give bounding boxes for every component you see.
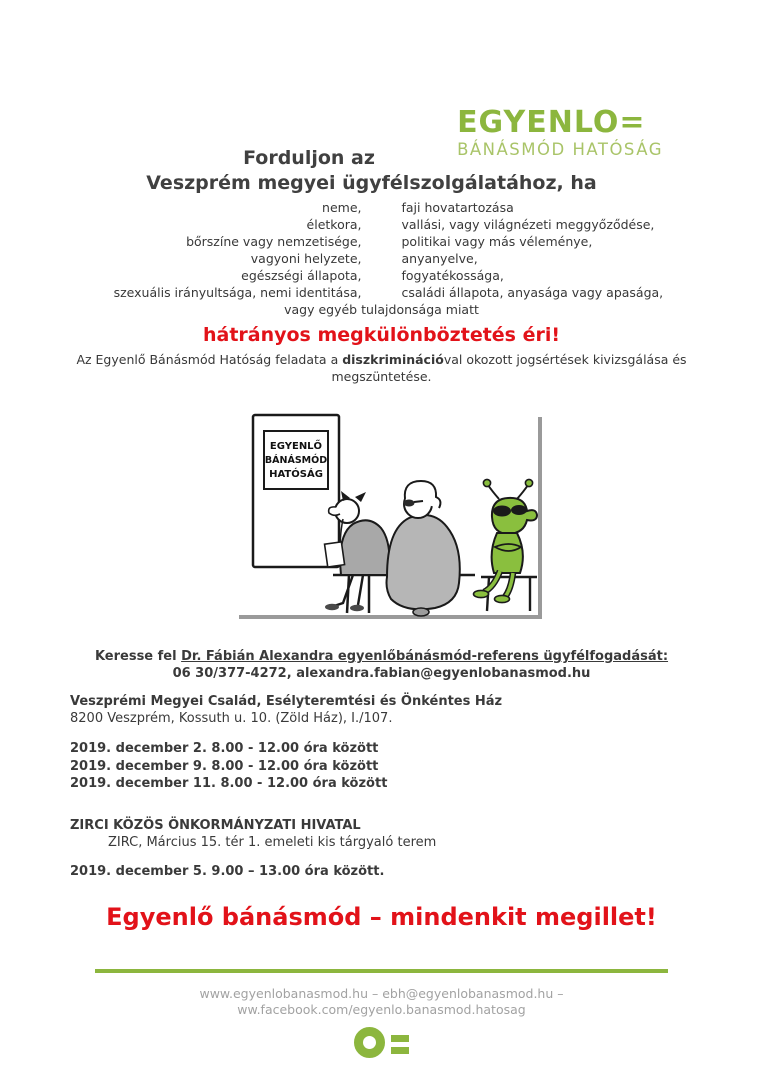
date-item: 2019. december 2. 8.00 - 12.00 óra között [70,741,379,756]
contact-intro [0,648,763,665]
ground-left: szexuális irányultsága, nemi identitása, [113,285,362,300]
ground-right: faji hovatartozása [401,200,514,215]
slogan: Egyenlő bánásmód – mindenkit megillet! [106,903,657,931]
page-title-line1: Forduljon az [243,147,375,169]
page-title-line2: Veszprém megyei ügyfélszolgálatához, ha [146,172,597,194]
brand-logo-wordmark: EGYENLO= [457,105,646,140]
ground-right: vallási, vagy világnézeti meggyőződése, [401,217,655,232]
footer-logo-o-ring-icon [354,1027,385,1058]
grounds-closing-line: vagy egyéb tulajdonsága miatt [284,302,479,317]
elderly-woman-1 [324,491,389,611]
venue-zirc-address: ZIRC, Március 15. tér 1. emeleti kis tárgyaló terem [108,834,437,850]
discrimination-grounds-grid [0,199,763,301]
ground-right: politikai vagy más véleménye, [401,234,593,249]
zirc-date: 2019. december 5. 9.00 – 13.00 óra között. [70,864,385,879]
ground-right: családi állapota, anyasága vagy apasága, [401,285,664,300]
footer-links-line1: www.egyenlobanasmod.hu – ebh@egyenlobanasmod.hu – [199,986,564,1001]
venue-veszprem-address: 8200 Veszprém, Kossuth u. 10. (Zöld Ház), I./107. [70,710,393,726]
footer-links-line2: ww.facebook.com/egyenlo.banasmod.hatosag [237,1002,526,1017]
footer-divider [95,969,668,973]
date-item: 2019. december 11. 8.00 - 12.00 óra között [70,776,388,791]
footer-logo [0,1027,763,1058]
door-sign-line3: HATÓSÁG [268,469,323,480]
mission-keyword: diszkrimináció [342,352,444,367]
contact-intro-prefix: Keresse fel [94,649,182,664]
elderly-woman-2 [386,481,459,616]
warning-headline: hátrányos megkülönböztetés éri! [202,324,561,346]
mission-paragraph [52,352,712,385]
door-sign-line1: EGYENLŐ [269,441,322,452]
page-title [0,146,763,196]
ground-right: anyanyelve, [401,251,478,266]
veszprem-date-list [70,740,387,793]
venue-zirc-name: ZIRCI KÖZÖS ÖNKORMÁNYZATI HIVATAL [70,818,361,833]
alien-figure [473,479,537,602]
contact-block [0,648,763,682]
contact-referent-name: Dr. Fábián Alexandra egyenlőbánásmód-referens ügyfélfogadását: [181,649,669,664]
venue-zirc [70,818,436,851]
mission-prefix: Az Egyenlő Bánásmód Hatóság feladata a [76,352,343,367]
venue-veszprem-name: Veszprémi Megyei Család, Esélyteremtési és Önkéntes Ház [70,694,503,709]
ground-left: életkora, [306,217,362,232]
ground-left: vagyoni helyzete, [250,251,362,266]
door-sign-line2: BÁNÁSMÓD [264,455,327,466]
ground-right: fogyatékossága, [401,268,504,283]
ground-left: egészségi állapota, [241,268,362,283]
footer-logo-equals-icon [391,1035,409,1054]
footer-links [0,986,763,1018]
date-item: 2019. december 9. 8.00 - 12.00 óra között [70,758,379,774]
cartoon-illustration [237,407,547,622]
ground-left: bőrszíne vagy nemzetisége, [186,234,362,249]
waiting-room-cartoon [237,407,547,622]
discrimination-grounds-list [0,199,763,318]
contact-phone-email: 06 30/377-4272, alexandra.fabian@egyenlobanasmod.hu [172,666,591,681]
mission-suffix: val okozott jogsértések kivizsgálása és megszüntetése. [331,352,687,384]
venue-veszprem [70,694,502,727]
ground-left: neme, [322,200,362,215]
brand-logo-subtitle: BÁNÁSMÓD HATÓSÁG [457,140,663,159]
